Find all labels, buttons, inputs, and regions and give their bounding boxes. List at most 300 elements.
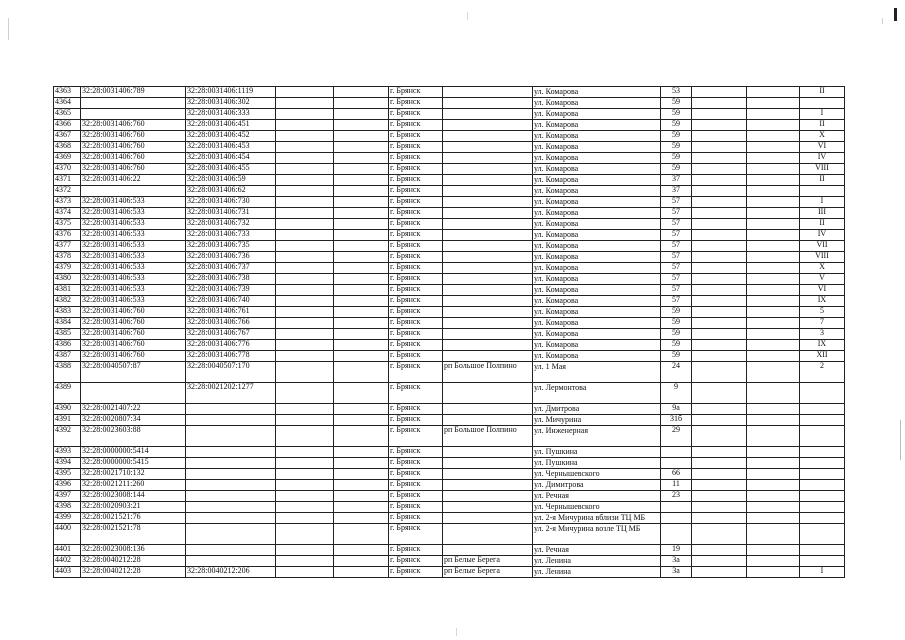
table-cell-col-8: ул. Ленина	[533, 556, 661, 567]
table-cell-col-11	[747, 197, 800, 208]
table-cell-col-2: 32:28:0031406:533	[81, 208, 186, 219]
table-cell-col-6: г. Брянск	[389, 142, 443, 153]
table-cell-col-11	[747, 513, 800, 524]
table-cell-col-2: 32:28:0000000:5414	[81, 447, 186, 458]
table-cell-col-5	[334, 164, 389, 175]
table-cell-col-9: 57	[661, 285, 692, 296]
table-cell-col-3: 32:28:0031406:1119	[186, 87, 276, 98]
table-cell-col-9	[661, 524, 692, 545]
table-cell-col-9: 29	[661, 426, 692, 447]
table-row	[54, 469, 845, 480]
table-cell-col-8: ул. Лермонтова	[533, 383, 661, 404]
table-cell-col-2: 32:28:0000000:5415	[81, 458, 186, 469]
table-cell-col-7	[443, 415, 533, 426]
table-cell-col-8: ул. Комарова	[533, 120, 661, 131]
table-cell-col-10	[692, 98, 747, 109]
table-cell-col-12	[800, 426, 845, 447]
table-cell-col-12	[800, 556, 845, 567]
table-cell-col-11	[747, 153, 800, 164]
table-cell-col-4	[276, 296, 334, 307]
table-cell-col-11	[747, 120, 800, 131]
table-row	[54, 362, 845, 383]
table-cell-col-4	[276, 318, 334, 329]
table-cell-col-9: 59	[661, 329, 692, 340]
table-cell-col-8: ул. Комарова	[533, 175, 661, 186]
table-cell-col-3	[186, 513, 276, 524]
table-cell-col-4	[276, 340, 334, 351]
table-cell-col-1: 4383	[54, 307, 81, 318]
table-cell-col-6: г. Брянск	[389, 230, 443, 241]
table-cell-col-7	[443, 164, 533, 175]
table-cell-col-7	[443, 120, 533, 131]
table-cell-col-4	[276, 383, 334, 404]
table-cell-col-6: г. Брянск	[389, 404, 443, 415]
table-cell-col-1: 4381	[54, 285, 81, 296]
table-cell-col-7	[443, 296, 533, 307]
table-cell-col-7	[443, 87, 533, 98]
table-cell-col-1: 4368	[54, 142, 81, 153]
table-cell-col-9: 59	[661, 131, 692, 142]
table-cell-col-2: 32:28:0031406:760	[81, 340, 186, 351]
table-cell-col-10	[692, 447, 747, 458]
table-cell-col-2: 32:28:0031406:760	[81, 318, 186, 329]
table-cell-col-4	[276, 567, 334, 578]
table-cell-col-3	[186, 545, 276, 556]
table-row	[54, 230, 845, 241]
table-cell-col-6: г. Брянск	[389, 447, 443, 458]
table-cell-col-1: 4387	[54, 351, 81, 362]
table-cell-col-10	[692, 415, 747, 426]
table-cell-col-2: 32:28:0031406:533	[81, 263, 186, 274]
table-cell-col-3: 32:28:0031406:761	[186, 307, 276, 318]
table-cell-col-2: 32:28:0031406:533	[81, 197, 186, 208]
table-cell-col-2: 32:28:0021407:22	[81, 404, 186, 415]
table-cell-col-6: г. Брянск	[389, 120, 443, 131]
table-cell-col-10	[692, 491, 747, 502]
table-cell-col-12	[800, 545, 845, 556]
table-cell-col-3: 32:28:0031406:732	[186, 219, 276, 230]
table-cell-col-9: 57	[661, 208, 692, 219]
table-cell-col-1: 4386	[54, 340, 81, 351]
table-cell-col-1: 4393	[54, 447, 81, 458]
table-cell-col-2	[81, 383, 186, 404]
table-cell-col-3: 32:28:0021202:1277	[186, 383, 276, 404]
table-cell-col-4	[276, 556, 334, 567]
table-cell-col-3: 32:28:0031406:451	[186, 120, 276, 131]
table-cell-col-9: 57	[661, 252, 692, 263]
table-row	[54, 175, 845, 186]
table-cell-col-7	[443, 153, 533, 164]
table-cell-col-7	[443, 318, 533, 329]
table-row	[54, 241, 845, 252]
table-cell-col-1: 4363	[54, 87, 81, 98]
table-cell-col-2: 32:28:0031406:533	[81, 252, 186, 263]
table-cell-col-1: 4372	[54, 186, 81, 197]
table-cell-col-11	[747, 230, 800, 241]
table-cell-col-12: IX	[800, 296, 845, 307]
table-cell-col-7	[443, 109, 533, 120]
table-cell-col-5	[334, 545, 389, 556]
table-cell-col-6: г. Брянск	[389, 197, 443, 208]
table-cell-col-10	[692, 241, 747, 252]
table-cell-col-9: 59	[661, 120, 692, 131]
table-cell-col-9: 59	[661, 109, 692, 120]
table-cell-col-7	[443, 545, 533, 556]
table-cell-col-5	[334, 87, 389, 98]
table-row	[54, 274, 845, 285]
table-cell-col-12: IV	[800, 153, 845, 164]
table-row	[54, 447, 845, 458]
table-row	[54, 164, 845, 175]
table-cell-col-11	[747, 469, 800, 480]
table-cell-col-8: ул. Пушкина	[533, 458, 661, 469]
table-cell-col-7	[443, 307, 533, 318]
table-cell-col-5	[334, 351, 389, 362]
table-cell-col-5	[334, 340, 389, 351]
table-cell-col-5	[334, 491, 389, 502]
table-cell-col-3: 32:28:0031406:738	[186, 274, 276, 285]
table-cell-col-4	[276, 186, 334, 197]
table-cell-col-8: ул. Комарова	[533, 340, 661, 351]
table-cell-col-9: 19	[661, 545, 692, 556]
table-cell-col-6: г. Брянск	[389, 208, 443, 219]
table-cell-col-8: ул. Комарова	[533, 263, 661, 274]
table-cell-col-5	[334, 383, 389, 404]
table-cell-col-8: ул. Комарова	[533, 230, 661, 241]
table-row	[54, 285, 845, 296]
table-cell-col-1: 4394	[54, 458, 81, 469]
table-row	[54, 252, 845, 263]
table-cell-col-9: 59	[661, 318, 692, 329]
scan-artifact-top	[467, 12, 468, 20]
table-cell-col-12	[800, 480, 845, 491]
table-cell-col-4	[276, 241, 334, 252]
table-cell-col-6: г. Брянск	[389, 480, 443, 491]
table-cell-col-7	[443, 142, 533, 153]
table-cell-col-11	[747, 383, 800, 404]
registry-table-body	[54, 87, 845, 578]
table-cell-col-12: X	[800, 131, 845, 142]
table-cell-col-7: рп Большое Полпино	[443, 426, 533, 447]
table-cell-col-4	[276, 208, 334, 219]
table-cell-col-11	[747, 340, 800, 351]
table-cell-col-4	[276, 252, 334, 263]
table-cell-col-8: ул. Комарова	[533, 318, 661, 329]
table-cell-col-10	[692, 404, 747, 415]
table-cell-col-11	[747, 98, 800, 109]
table-cell-col-7	[443, 208, 533, 219]
table-cell-col-1: 4370	[54, 164, 81, 175]
table-cell-col-7	[443, 458, 533, 469]
table-cell-col-4	[276, 329, 334, 340]
table-cell-col-11	[747, 567, 800, 578]
table-cell-col-3: 32:28:0031406:62	[186, 186, 276, 197]
table-cell-col-5	[334, 296, 389, 307]
table-cell-col-10	[692, 362, 747, 383]
table-cell-col-8: ул. Чернышевского	[533, 469, 661, 480]
table-cell-col-9	[661, 458, 692, 469]
table-cell-col-12: VI	[800, 285, 845, 296]
table-cell-col-4	[276, 469, 334, 480]
table-cell-col-9: 23	[661, 491, 692, 502]
table-cell-col-7	[443, 230, 533, 241]
table-cell-col-10	[692, 164, 747, 175]
table-cell-col-2: 32:28:0023008:136	[81, 545, 186, 556]
table-cell-col-12: IV	[800, 230, 845, 241]
table-cell-col-10	[692, 87, 747, 98]
table-cell-col-6: г. Брянск	[389, 567, 443, 578]
table-cell-col-1: 4366	[54, 120, 81, 131]
table-cell-col-2: 32:28:0031406:760	[81, 153, 186, 164]
table-cell-col-1: 4395	[54, 469, 81, 480]
table-cell-col-3: 32:28:0031406:776	[186, 340, 276, 351]
table-cell-col-9	[661, 447, 692, 458]
table-cell-col-2: 32:28:0021521:76	[81, 513, 186, 524]
table-cell-col-2: 32:28:0021211:260	[81, 480, 186, 491]
table-row	[54, 109, 845, 120]
table-cell-col-9: 57	[661, 197, 692, 208]
table-cell-col-4	[276, 524, 334, 545]
table-row	[54, 545, 845, 556]
table-cell-col-9: 59	[661, 164, 692, 175]
table-cell-col-11	[747, 131, 800, 142]
table-row	[54, 208, 845, 219]
table-cell-col-1: 4365	[54, 109, 81, 120]
table-cell-col-5	[334, 252, 389, 263]
table-cell-col-10	[692, 109, 747, 120]
table-cell-col-11	[747, 296, 800, 307]
table-cell-col-6: г. Брянск	[389, 458, 443, 469]
table-cell-col-3: 32:28:0040212:206	[186, 567, 276, 578]
table-row	[54, 415, 845, 426]
table-cell-col-3	[186, 469, 276, 480]
table-cell-col-7	[443, 502, 533, 513]
table-cell-col-11	[747, 87, 800, 98]
scan-artifact-top-right	[882, 18, 883, 24]
table-cell-col-1: 4385	[54, 329, 81, 340]
table-cell-col-8: ул. Комарова	[533, 142, 661, 153]
table-cell-col-2: 32:28:0021521:78	[81, 524, 186, 545]
table-cell-col-5	[334, 131, 389, 142]
table-cell-col-12	[800, 383, 845, 404]
table-cell-col-3	[186, 458, 276, 469]
table-cell-col-5	[334, 197, 389, 208]
table-cell-col-3: 32:28:0031406:302	[186, 98, 276, 109]
table-cell-col-12: 2	[800, 362, 845, 383]
registry-table	[53, 86, 845, 578]
table-cell-col-2: 32:28:0040212:28	[81, 567, 186, 578]
table-cell-col-1: 4402	[54, 556, 81, 567]
table-cell-col-8: ул. Комарова	[533, 351, 661, 362]
table-cell-col-8: ул. Димитрова	[533, 480, 661, 491]
table-cell-col-10	[692, 252, 747, 263]
table-cell-col-10	[692, 351, 747, 362]
table-cell-col-2: 32:28:0031406:533	[81, 274, 186, 285]
table-cell-col-4	[276, 458, 334, 469]
table-cell-col-1: 4374	[54, 208, 81, 219]
table-cell-col-12	[800, 513, 845, 524]
table-row	[54, 567, 845, 578]
table-cell-col-8: ул. Комарова	[533, 87, 661, 98]
table-cell-col-12: II	[800, 175, 845, 186]
table-cell-col-1: 4384	[54, 318, 81, 329]
table-row	[54, 98, 845, 109]
table-cell-col-6: г. Брянск	[389, 252, 443, 263]
table-cell-col-8: ул. Комарова	[533, 274, 661, 285]
table-cell-col-3	[186, 491, 276, 502]
table-cell-col-2: 32:28:0031406:760	[81, 164, 186, 175]
table-cell-col-9	[661, 513, 692, 524]
table-cell-col-8: ул. Комарова	[533, 164, 661, 175]
table-cell-col-3: 32:28:0031406:453	[186, 142, 276, 153]
table-cell-col-3: 32:28:0031406:767	[186, 329, 276, 340]
table-cell-col-7	[443, 447, 533, 458]
table-cell-col-12: V	[800, 274, 845, 285]
table-cell-col-7	[443, 186, 533, 197]
table-cell-col-10	[692, 318, 747, 329]
table-cell-col-8: ул. 2-я Мичурина возле ТЦ МБ	[533, 524, 661, 545]
table-cell-col-12: 3	[800, 329, 845, 340]
table-cell-col-6: г. Брянск	[389, 263, 443, 274]
table-cell-col-4	[276, 142, 334, 153]
table-cell-col-4	[276, 513, 334, 524]
table-cell-col-8: ул. Комарова	[533, 131, 661, 142]
table-cell-col-4	[276, 502, 334, 513]
table-cell-col-4	[276, 351, 334, 362]
table-cell-col-11	[747, 285, 800, 296]
table-row	[54, 120, 845, 131]
page-edge-mark	[894, 8, 897, 21]
table-row	[54, 131, 845, 142]
table-cell-col-8: ул. Комарова	[533, 98, 661, 109]
table-cell-col-10	[692, 480, 747, 491]
table-row	[54, 153, 845, 164]
table-cell-col-1: 4388	[54, 362, 81, 383]
table-row	[54, 186, 845, 197]
table-cell-col-1: 4373	[54, 197, 81, 208]
table-cell-col-3: 32:28:0031406:452	[186, 131, 276, 142]
table-cell-col-5	[334, 230, 389, 241]
table-cell-col-2: 32:28:0031406:533	[81, 285, 186, 296]
table-cell-col-8: ул. Комарова	[533, 329, 661, 340]
table-cell-col-11	[747, 175, 800, 186]
table-cell-col-9: 59	[661, 153, 692, 164]
table-cell-col-10	[692, 545, 747, 556]
table-cell-col-12	[800, 186, 845, 197]
table-cell-col-7	[443, 404, 533, 415]
table-cell-col-2: 32:28:0031406:533	[81, 219, 186, 230]
table-row	[54, 383, 845, 404]
table-cell-col-10	[692, 142, 747, 153]
table-cell-col-11	[747, 351, 800, 362]
table-cell-col-11	[747, 480, 800, 491]
table-cell-col-5	[334, 186, 389, 197]
table-cell-col-2: 32:28:0031406:789	[81, 87, 186, 98]
table-cell-col-10	[692, 274, 747, 285]
table-cell-col-1: 4379	[54, 263, 81, 274]
table-cell-col-6: г. Брянск	[389, 383, 443, 404]
table-cell-col-9: 3а	[661, 567, 692, 578]
table-row	[54, 524, 845, 545]
table-cell-col-11	[747, 545, 800, 556]
table-cell-col-12: II	[800, 120, 845, 131]
table-cell-col-3: 32:28:0031406:730	[186, 197, 276, 208]
table-cell-col-4	[276, 285, 334, 296]
table-cell-col-2: 32:28:0031406:760	[81, 307, 186, 318]
table-cell-col-1: 4397	[54, 491, 81, 502]
table-cell-col-9: 59	[661, 351, 692, 362]
table-cell-col-5	[334, 415, 389, 426]
table-cell-col-12: II	[800, 87, 845, 98]
table-cell-col-10	[692, 153, 747, 164]
scan-artifact-right	[900, 420, 901, 460]
table-cell-col-3	[186, 404, 276, 415]
table-cell-col-9: 3а	[661, 556, 692, 567]
table-cell-col-9: 9	[661, 383, 692, 404]
table-cell-col-6: г. Брянск	[389, 98, 443, 109]
table-cell-col-3: 32:28:0031406:739	[186, 285, 276, 296]
table-cell-col-10	[692, 131, 747, 142]
table-cell-col-11	[747, 426, 800, 447]
table-cell-col-6: г. Брянск	[389, 241, 443, 252]
table-cell-col-8: ул. Пушкина	[533, 447, 661, 458]
table-cell-col-8: ул. 2-я Мичурина вблизи ТЦ МБ	[533, 513, 661, 524]
table-cell-col-12: I	[800, 197, 845, 208]
scan-artifact-bottom	[456, 628, 457, 636]
table-cell-col-6: г. Брянск	[389, 502, 443, 513]
table-cell-col-8: ул. Речная	[533, 491, 661, 502]
table-cell-col-1: 4364	[54, 98, 81, 109]
table-cell-col-1: 4376	[54, 230, 81, 241]
table-cell-col-9: 59	[661, 98, 692, 109]
table-cell-col-6: г. Брянск	[389, 524, 443, 545]
table-cell-col-7	[443, 274, 533, 285]
table-cell-col-4	[276, 491, 334, 502]
table-cell-col-3	[186, 480, 276, 491]
table-cell-col-4	[276, 87, 334, 98]
table-row	[54, 197, 845, 208]
table-cell-col-4	[276, 404, 334, 415]
table-cell-col-11	[747, 318, 800, 329]
table-cell-col-6: г. Брянск	[389, 415, 443, 426]
table-cell-col-2: 32:28:0031406:760	[81, 131, 186, 142]
table-cell-col-7	[443, 175, 533, 186]
table-cell-col-4	[276, 545, 334, 556]
table-cell-col-5	[334, 567, 389, 578]
scan-artifact-left	[8, 18, 9, 40]
table-cell-col-12: III	[800, 208, 845, 219]
table-cell-col-2: 32:28:0031406:533	[81, 296, 186, 307]
table-cell-col-7	[443, 351, 533, 362]
table-cell-col-12: I	[800, 567, 845, 578]
table-cell-col-3: 32:28:0031406:333	[186, 109, 276, 120]
table-cell-col-7	[443, 513, 533, 524]
table-cell-col-11	[747, 491, 800, 502]
table-row	[54, 491, 845, 502]
table-cell-col-11	[747, 219, 800, 230]
table-cell-col-9: 57	[661, 219, 692, 230]
table-cell-col-7	[443, 491, 533, 502]
table-cell-col-7	[443, 241, 533, 252]
table-cell-col-8: ул. Ленина	[533, 567, 661, 578]
table-cell-col-4	[276, 362, 334, 383]
table-cell-col-6: г. Брянск	[389, 426, 443, 447]
table-cell-col-3: 32:28:0031406:59	[186, 175, 276, 186]
table-cell-col-7	[443, 252, 533, 263]
table-cell-col-5	[334, 219, 389, 230]
table-cell-col-2: 32:28:0023008:144	[81, 491, 186, 502]
table-cell-col-5	[334, 274, 389, 285]
